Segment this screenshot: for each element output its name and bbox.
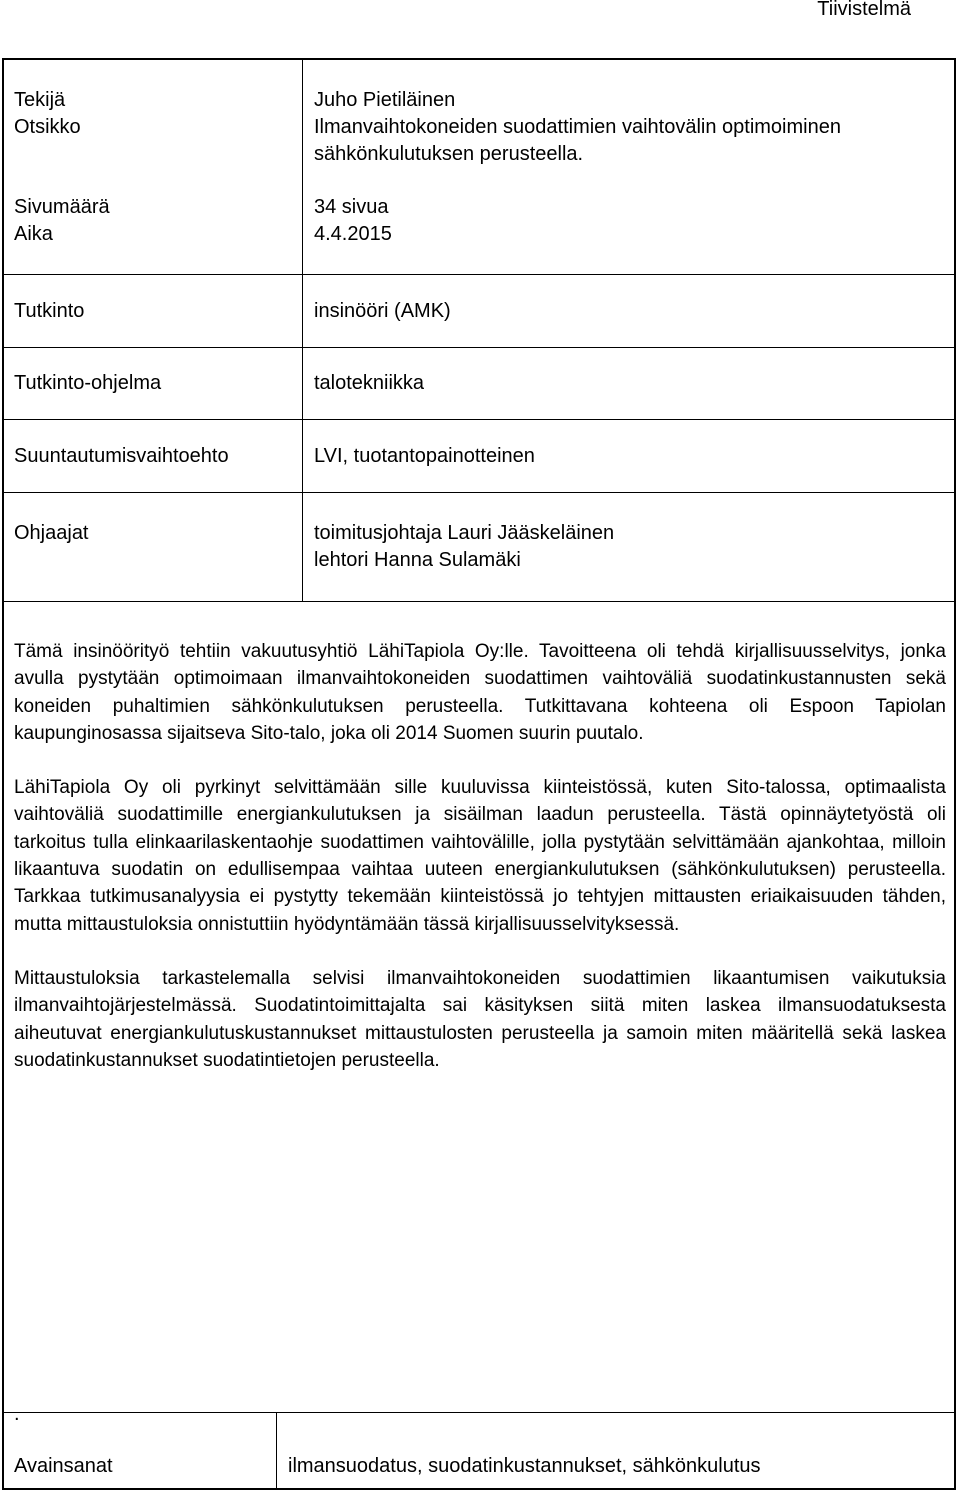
title-value-line2: sähkönkulutuksen perusteella. (314, 143, 584, 165)
abstract-paragraph-3: Mittaustuloksia tarkastelemalla selvisi ilmanvaihtokoneiden suodattimien likaantumisen vaikutuksia ilmanvaihtojärjestelmässä. Suodatintoimittajalta sai käsityksen siitä miten laskea ilmansuodatuksesta aiheutuvat energiankulutuskustannukset mittaustulosten perusteella ja samoin miten määritellä sekä laskea suodatinkustannukset suodatintietojen perusteella. (14, 967, 946, 1071)
supervisor-2: lehtori Hanna Sulamäki (314, 549, 521, 571)
date-value: 4.4.2015 (314, 223, 392, 245)
row-divider (4, 492, 954, 493)
programme-label: Tutkinto-ohjelma (14, 372, 162, 394)
keywords-label: Avainsanat (14, 1455, 113, 1477)
abstract-form (2, 58, 956, 1490)
specialisation-value: LVI, tuotantopainotteinen (314, 445, 535, 467)
page-heading: Tiivistelmä (817, 0, 911, 20)
title-label: Otsikko (14, 116, 81, 138)
title-value-line1: Ilmanvaihtokoneiden suodattimien vaihtovälin optimoiminen (314, 116, 841, 138)
programme-value: talotekniikka (314, 372, 425, 394)
row-divider (4, 274, 954, 275)
supervisors-label: Ohjaajat (14, 522, 89, 544)
row-divider (4, 601, 954, 602)
abstract-paragraph-2: LähiTapiola Oy oli pyrkinyt selvittämään sille kuuluvissa kiinteistössä, kuten Sito-talossa, optimaalista vaihtoväliä suodattimille energiankulutuksen ja sisäilman laadun perusteella. Tästä opinnäytetyöstä oli tarkoitus tulla elinkaarilaskentaohje suodattimen vaihtovälille, jolla pystytään selvittämään ajankohtaa, milloin likaantuva suodatin on edullisempaa vaihtaa uuteen energiankulutuksen (sähkönkulutuksen) perusteella. Tarkkaa tutkimusanalyysia ei pystytty tekemään kiinteistössä jo tehtyjen mittausten eriaikaisuuden tähden, mutta mittaustuloksia onnistuttiin hyödyntämään tässä kirjallisuusselvityksessä. (14, 777, 946, 935)
degree-value: insinööri (AMK) (314, 300, 451, 322)
pages-value: 34 sivua (314, 196, 389, 218)
date-label: Aika (14, 223, 53, 245)
pages-label: Sivumäärä (14, 196, 110, 218)
keywords-column-divider (276, 1412, 277, 1488)
keywords-divider (4, 1412, 954, 1413)
keywords-value: ilmansuodatus, suodatinkustannukset, sähkönkulutus (288, 1455, 761, 1477)
row-divider (4, 419, 954, 420)
degree-label: Tutkinto (14, 300, 85, 322)
keywords-dot: . (14, 1403, 20, 1425)
abstract-body (14, 638, 946, 1101)
abstract-paragraph-1: Tämä insinöörityö tehtiin vakuutusyhtiö LähiTapiola Oy:lle. Tavoitteena oli tehdä kirjallisuusselvitys, jonka avulla pystytään optimoimaan ilmanvaihtokoneiden suodattimen vaihtoväliä suodatinkustannusten sekä koneiden puhaltimien sähkönkulutuksen perusteella. Tutkittavana kohteena oli Espoon Tapiolan kaupunginosassa sijaitseva Sito-talo, joka oli 2014 Suomen suurin puutalo. (14, 641, 946, 744)
specialisation-label: Suuntautumisvaihtoehto (14, 445, 229, 467)
supervisor-1: toimitusjohtaja Lauri Jääskeläinen (314, 522, 615, 544)
column-divider (302, 60, 303, 601)
author-value: Juho Pietiläinen (314, 89, 456, 111)
author-label: Tekijä (14, 89, 66, 111)
row-divider (4, 347, 954, 348)
